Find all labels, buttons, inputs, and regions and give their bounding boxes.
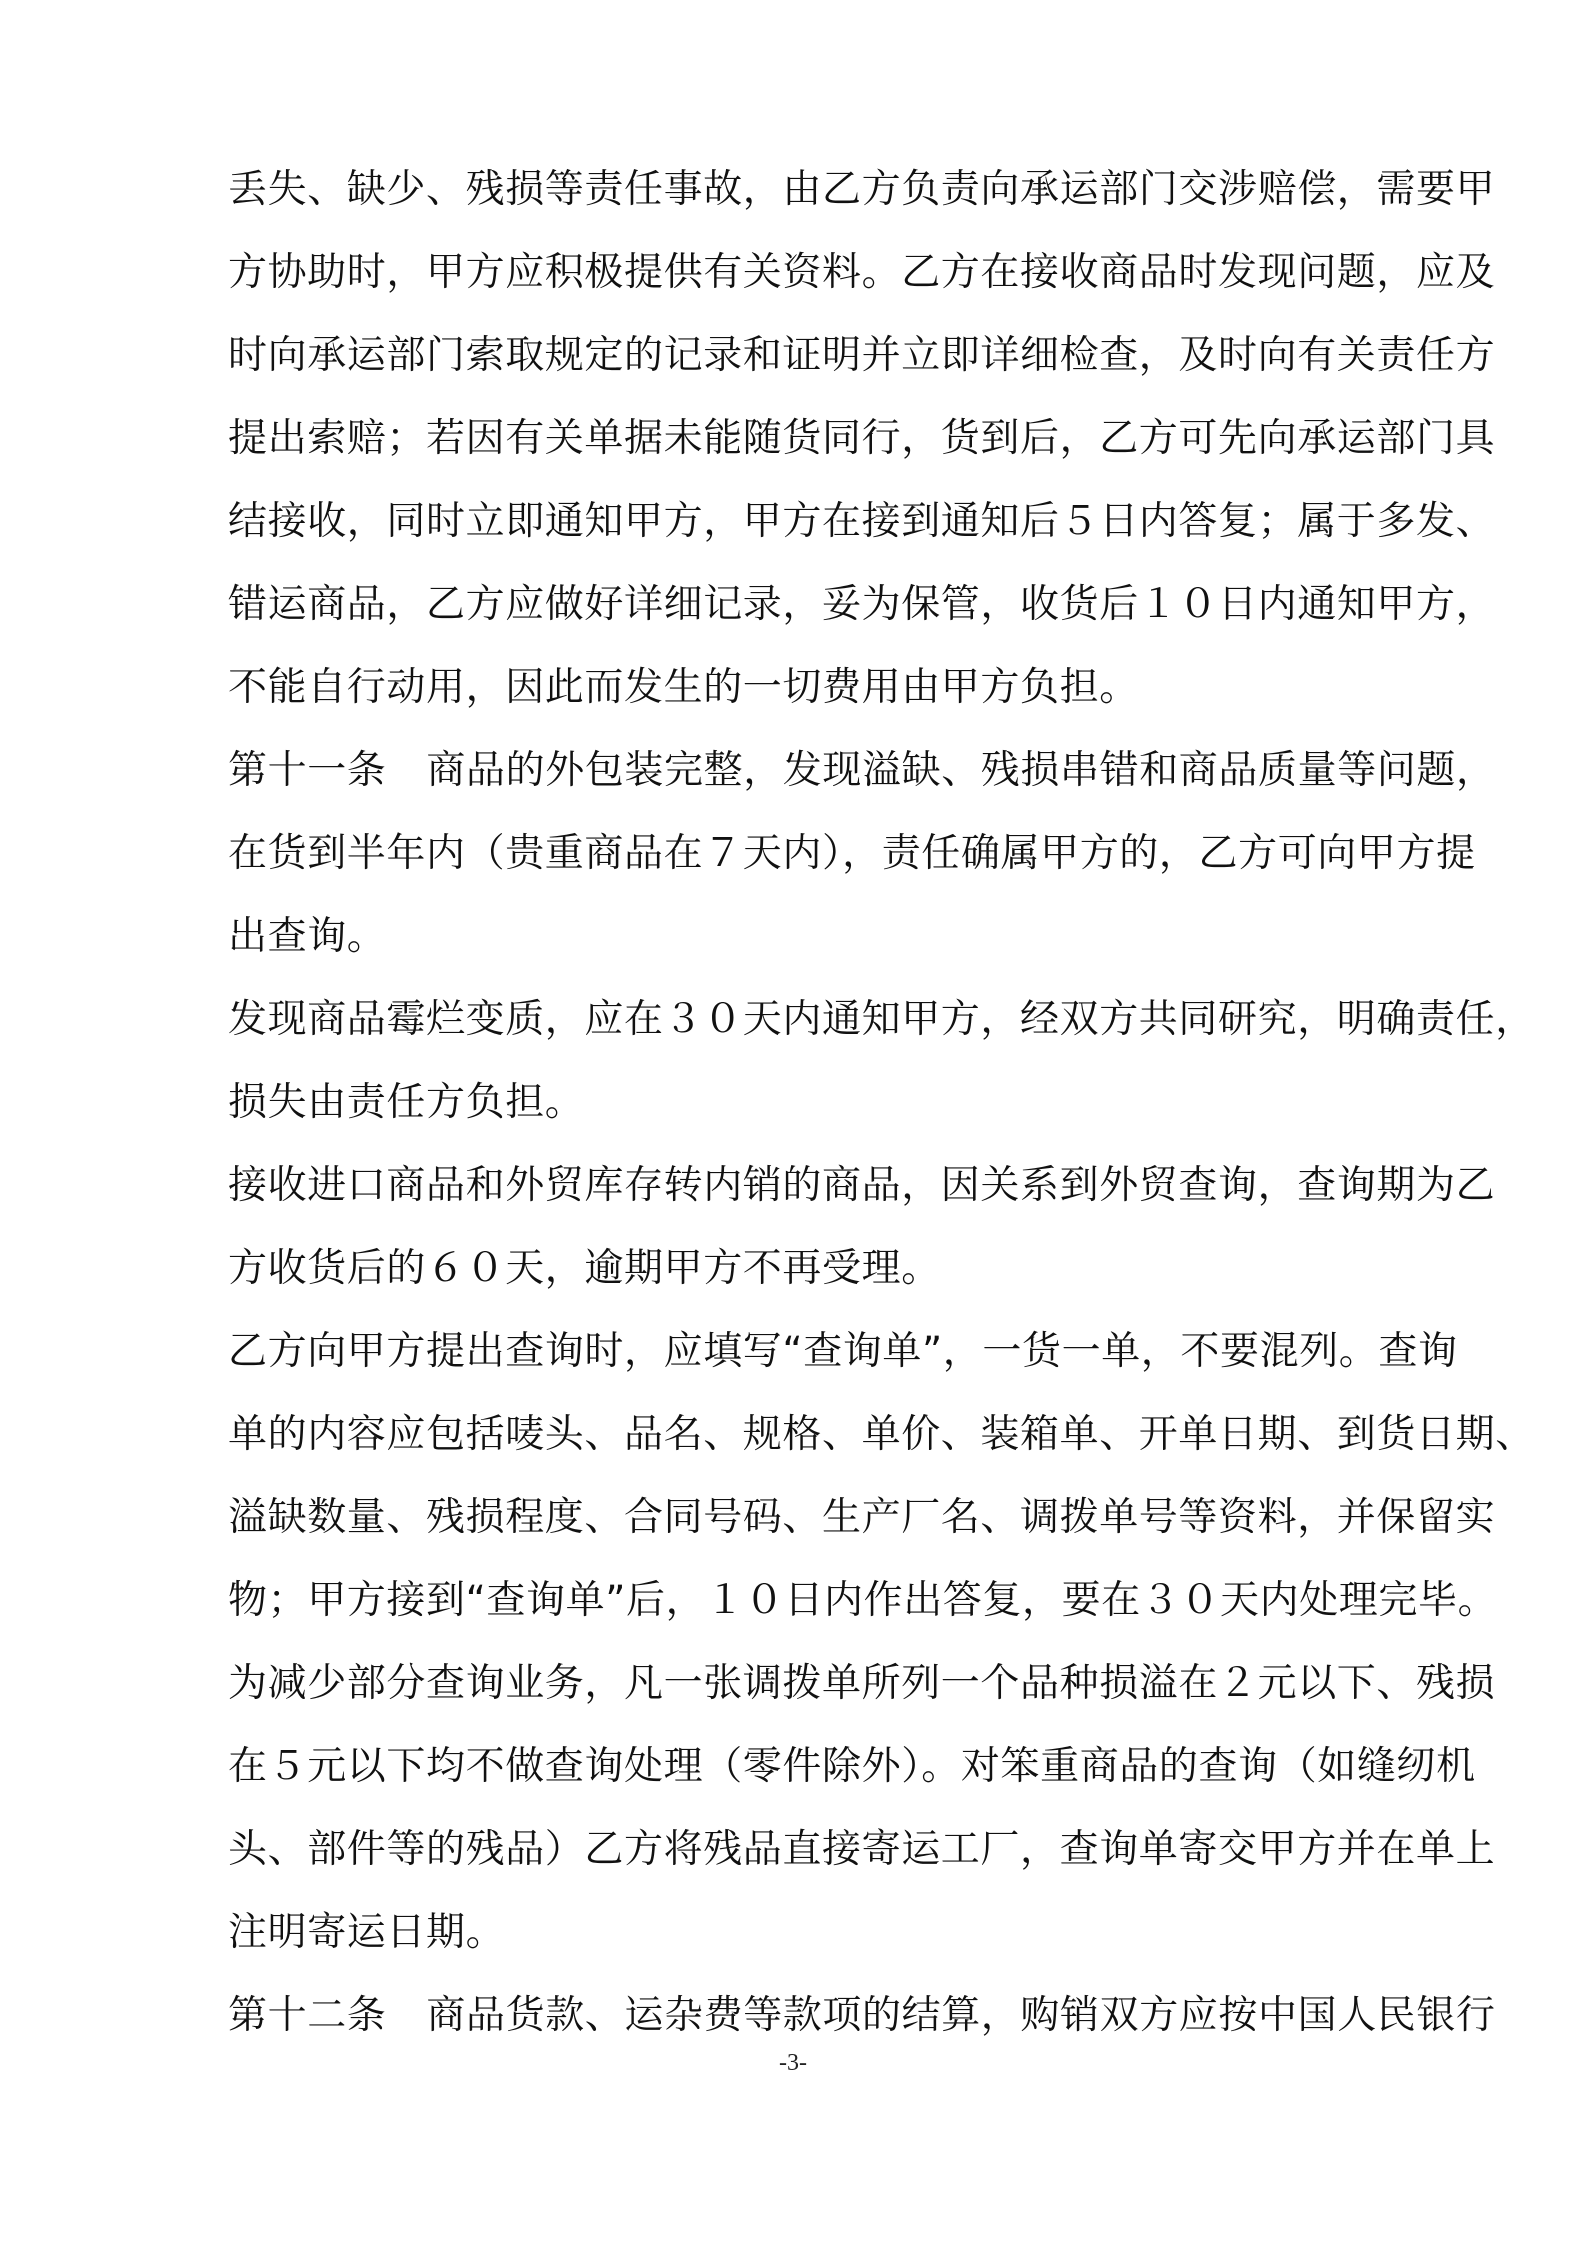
article-heading: 第十二条 xyxy=(228,1993,387,2038)
text-line: 单的内容应包括唛头、品名、规格、单价、装箱单、开单日期、到货日期、 xyxy=(228,1412,1535,1457)
text-line: 接收进口商品和外贸库存转内销的商品，因关系到外贸查询，查询期为乙 xyxy=(228,1163,1496,1208)
page-number: -3- xyxy=(779,2050,807,2076)
text-line: 提出索赔；若因有关单据未能随货同行，货到后，乙方可先向承运部门具 xyxy=(228,416,1496,461)
article-text: 商品的外包装完整，发现溢缺、残损串错和商品质量等问题， xyxy=(426,748,1496,793)
text-line: 方协助时，甲方应积极提供有关资料。乙方在接收商品时发现问题，应及 xyxy=(228,250,1496,295)
article-heading: 第十一条 xyxy=(228,748,387,793)
text-line: 出查询。 xyxy=(228,914,387,959)
text-line: 在货到半年内（贵重商品在７天内），责任确属甲方的，乙方可向甲方提 xyxy=(228,831,1476,876)
text-line: 乙方向甲方提出查询时，应填写“查询单”，一货一单，不要混列。查询 xyxy=(228,1329,1458,1374)
text-line xyxy=(228,1974,1496,2057)
text-line: 丢失、缺少、残损等责任事故，由乙方负责向承运部门交涉赔偿，需要甲 xyxy=(228,167,1496,212)
article-12 xyxy=(228,1974,1496,2057)
paragraph-mildew xyxy=(228,978,1535,1144)
text-line: 溢缺数量、残损程度、合同号码、生产厂名、调拨单号等资料，并保留实 xyxy=(228,1495,1496,1540)
paragraph-import xyxy=(228,1144,1496,1310)
text-line: 方收货后的６０天，逾期甲方不再受理。 xyxy=(228,1246,941,1291)
paragraph-inquiry xyxy=(228,1310,1535,1974)
article-text: 商品货款、运杂费等款项的结算，购销双方应按中国人民银行 xyxy=(426,1993,1496,2038)
text-line: 物；甲方接到“查询单”后，１０日内作出答复，要在３０天内处理完毕。 xyxy=(228,1578,1498,1623)
article-11 xyxy=(228,729,1496,978)
text-line: 发现商品霉烂变质，应在３０天内通知甲方，经双方共同研究，明确责任， xyxy=(228,997,1535,1042)
text-line: 损失由责任方负担。 xyxy=(228,1080,585,1125)
paragraph-liability xyxy=(228,148,1496,729)
text-line: 结接收，同时立即通知甲方，甲方在接到通知后５日内答复；属于多发、 xyxy=(228,499,1496,544)
text-line xyxy=(228,729,1496,812)
document-body xyxy=(228,148,1535,2057)
text-line: 注明寄运日期。 xyxy=(228,1910,506,1955)
text-line: 为减少部分查询业务，凡一张调拨单所列一个品种损溢在２元以下、残损 xyxy=(228,1661,1496,1706)
text-line: 头、部件等的残品）乙方将残品直接寄运工厂，查询单寄交甲方并在单上 xyxy=(228,1827,1496,1872)
text-line: 在５元以下均不做查询处理（零件除外）。对笨重商品的查询（如缝纫机 xyxy=(228,1744,1476,1789)
text-line: 不能自行动用，因此而发生的一切费用由甲方负担。 xyxy=(228,665,1139,710)
text-line: 错运商品，乙方应做好详细记录，妥为保管，收货后１０日内通知甲方， xyxy=(228,582,1496,627)
text-line: 时向承运部门索取规定的记录和证明并立即详细检查，及时向有关责任方 xyxy=(228,333,1496,378)
